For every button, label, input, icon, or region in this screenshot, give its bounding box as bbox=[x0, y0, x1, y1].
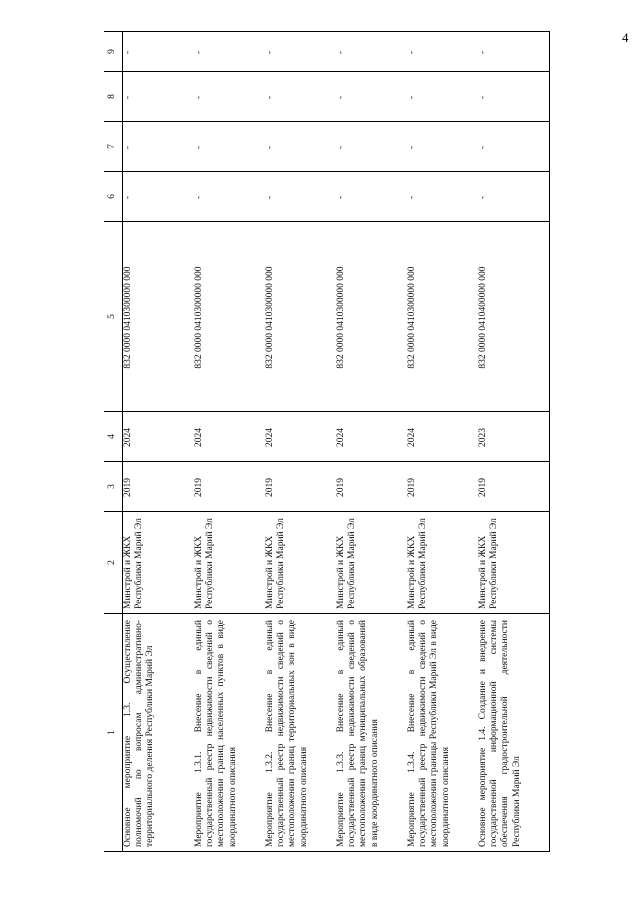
end-year: 2024 bbox=[336, 412, 407, 462]
table-row bbox=[336, 32, 407, 852]
budget-code: 832 0000 0410300000 000 bbox=[336, 222, 407, 412]
cell-9: - bbox=[336, 32, 407, 72]
activity-name: Основное мероприятие 1.3. Осуществление полномочий по вопросам административно-территориального деления Республики Марий Эл bbox=[123, 614, 195, 852]
end-year: 2024 bbox=[194, 412, 265, 462]
activity-name: Основное мероприятие 1.4. Создание и внедрение государственной информационной системы обеспечения градостроительной деятельности Республики Марий Эл bbox=[478, 614, 550, 852]
table-row bbox=[478, 32, 550, 852]
budget-code: 832 0000 0410300000 000 bbox=[407, 222, 478, 412]
budget-code: 832 0000 0410300000 000 bbox=[194, 222, 265, 412]
header-row bbox=[104, 32, 123, 852]
cell-8: - bbox=[407, 72, 478, 122]
executor: Минстрой и ЖКХ Республики Марий Эл bbox=[478, 512, 550, 614]
table-row bbox=[407, 32, 478, 852]
activity-name: Мероприятие 1.3.4. Внесение в единый государственный реестр недвижимости сведений о местоположении границы Республики Марий Эл в виде координатного описания bbox=[407, 614, 478, 852]
column-header: 4 bbox=[104, 412, 123, 462]
cell-8: - bbox=[123, 72, 195, 122]
program-activities-table bbox=[104, 31, 550, 852]
column-header: 9 bbox=[104, 32, 123, 72]
cell-8: - bbox=[265, 72, 336, 122]
executor: Минстрой и ЖКХ Республики Марий Эл bbox=[194, 512, 265, 614]
activity-name: Мероприятие 1.3.1. Внесение в единый государственный реестр недвижимости сведений о местоположении границ населенных пунктов в виде координатного описания bbox=[194, 614, 265, 852]
table-row bbox=[265, 32, 336, 852]
cell-9: - bbox=[478, 32, 550, 72]
budget-code: 832 0000 0410400000 000 bbox=[478, 222, 550, 412]
column-header: 8 bbox=[104, 72, 123, 122]
page-number: 4 bbox=[622, 30, 629, 45]
cell-7: - bbox=[336, 122, 407, 172]
cell-6: - bbox=[478, 172, 550, 222]
end-year: 2023 bbox=[478, 412, 550, 462]
start-year: 2019 bbox=[123, 462, 195, 512]
column-header: 2 bbox=[104, 512, 123, 614]
column-header: 6 bbox=[104, 172, 123, 222]
start-year: 2019 bbox=[407, 462, 478, 512]
executor: Минстрой и ЖКХ Республики Марий Эл bbox=[123, 512, 195, 614]
cell-9: - bbox=[265, 32, 336, 72]
cell-7: - bbox=[478, 122, 550, 172]
cell-6: - bbox=[336, 172, 407, 222]
budget-code: 832 0000 0410300000 000 bbox=[265, 222, 336, 412]
cell-7: - bbox=[407, 122, 478, 172]
rotated-table-container bbox=[104, 32, 624, 852]
executor: Минстрой и ЖКХ Республики Марий Эл bbox=[265, 512, 336, 614]
end-year: 2024 bbox=[407, 412, 478, 462]
executor: Минстрой и ЖКХ Республики Марий Эл bbox=[407, 512, 478, 614]
cell-8: - bbox=[478, 72, 550, 122]
cell-6: - bbox=[265, 172, 336, 222]
start-year: 2019 bbox=[336, 462, 407, 512]
cell-6: - bbox=[194, 172, 265, 222]
cell-6: - bbox=[407, 172, 478, 222]
cell-8: - bbox=[336, 72, 407, 122]
column-header: 5 bbox=[104, 222, 123, 412]
activity-name: Мероприятие 1.3.2. Внесение в единый государственный реестр недвижимости сведений о местоположении границ территориальных зон в виде координатного описания bbox=[265, 614, 336, 852]
budget-code: 832 0000 0410300000 000 bbox=[123, 222, 195, 412]
column-header: 1 bbox=[104, 614, 123, 852]
start-year: 2019 bbox=[478, 462, 550, 512]
cell-6: - bbox=[123, 172, 195, 222]
end-year: 2024 bbox=[265, 412, 336, 462]
column-header: 7 bbox=[104, 122, 123, 172]
cell-7: - bbox=[265, 122, 336, 172]
executor: Минстрой и ЖКХ Республики Марий Эл bbox=[336, 512, 407, 614]
cell-9: - bbox=[407, 32, 478, 72]
activity-name: Мероприятие 1.3.3. Внесение в единый государственный реестр недвижимости сведений о местоположении границ муниципальных образований в виде координатного описания bbox=[336, 614, 407, 852]
start-year: 2019 bbox=[265, 462, 336, 512]
cell-8: - bbox=[194, 72, 265, 122]
cell-7: - bbox=[123, 122, 195, 172]
column-header: 3 bbox=[104, 462, 123, 512]
table-row bbox=[194, 32, 265, 852]
end-year: 2024 bbox=[123, 412, 195, 462]
table-row bbox=[123, 32, 195, 852]
cell-9: - bbox=[194, 32, 265, 72]
cell-7: - bbox=[194, 122, 265, 172]
start-year: 2019 bbox=[194, 462, 265, 512]
cell-9: - bbox=[123, 32, 195, 72]
